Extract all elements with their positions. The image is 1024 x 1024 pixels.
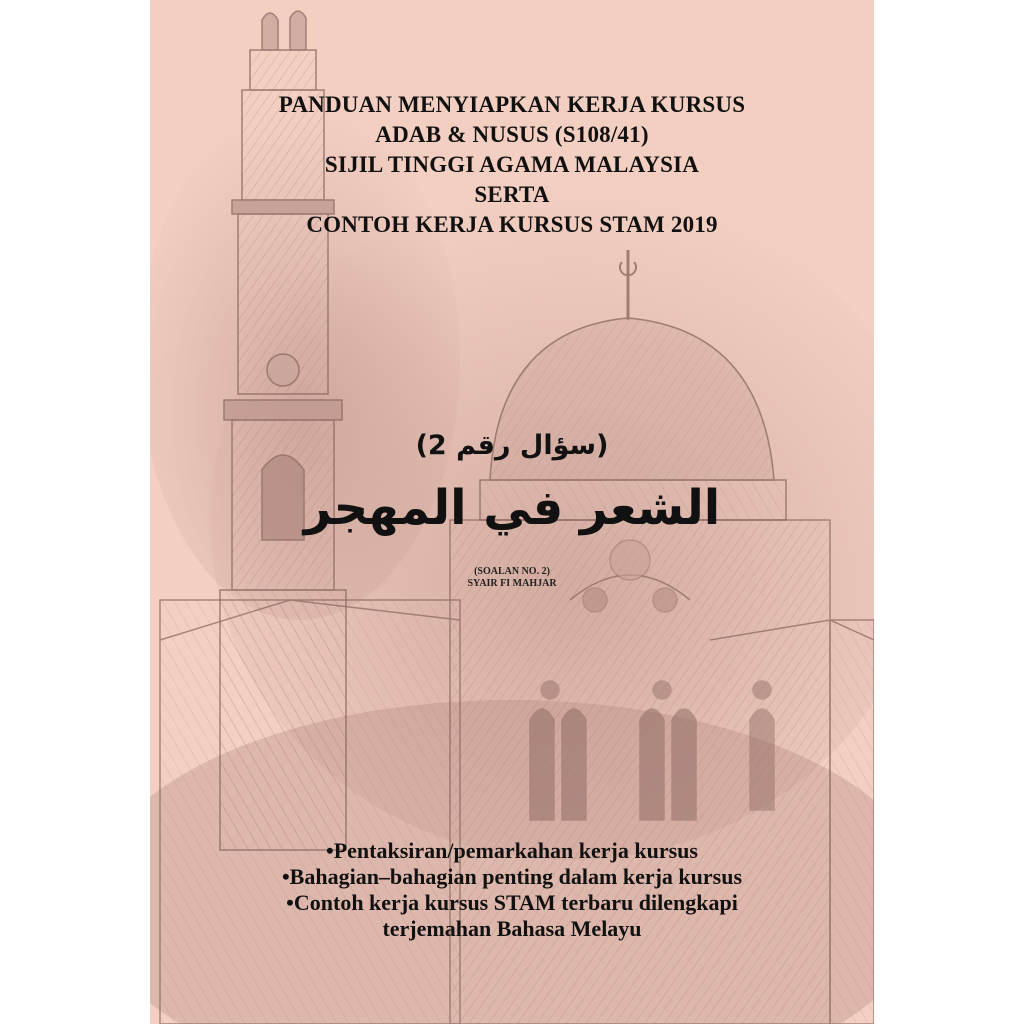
bullet-1: •Pentaksiran/pemarkahan kerja kursus [326, 838, 698, 863]
arabic-subtitle: (سؤال رقم 2) [415, 430, 609, 461]
book-cover [150, 0, 874, 1024]
latin-subtitle-line-1: (SOALAN NO. 2) [474, 566, 550, 577]
title-line-4: SERTA [474, 182, 550, 207]
title-line-1: PANDUAN MENYIAPKAN KERJA KURSUS [278, 92, 746, 117]
title-line-2: ADAB & NUSUS (S108/41) [375, 122, 649, 147]
bullet-3: •Contoh kerja kursus STAM terbaru dilengkapi [286, 890, 738, 915]
title-line-5: CONTOH KERJA KURSUS STAM 2019 [306, 212, 718, 237]
bullet-2: •Bahagian–bahagian penting dalam kerja kursus [281, 864, 743, 889]
bullet-3-continued: terjemahan Bahasa Melayu [382, 916, 642, 941]
arabic-title: الشعر في المهجر [303, 480, 721, 536]
feature-bullets [150, 838, 874, 942]
cover-title [150, 90, 874, 240]
latin-subtitle-line-2: SYAIR FI MAHJAR [467, 578, 557, 589]
title-line-3: SIJIL TINGGI AGAMA MALAYSIA [324, 152, 700, 177]
latin-subtitle [150, 566, 874, 590]
